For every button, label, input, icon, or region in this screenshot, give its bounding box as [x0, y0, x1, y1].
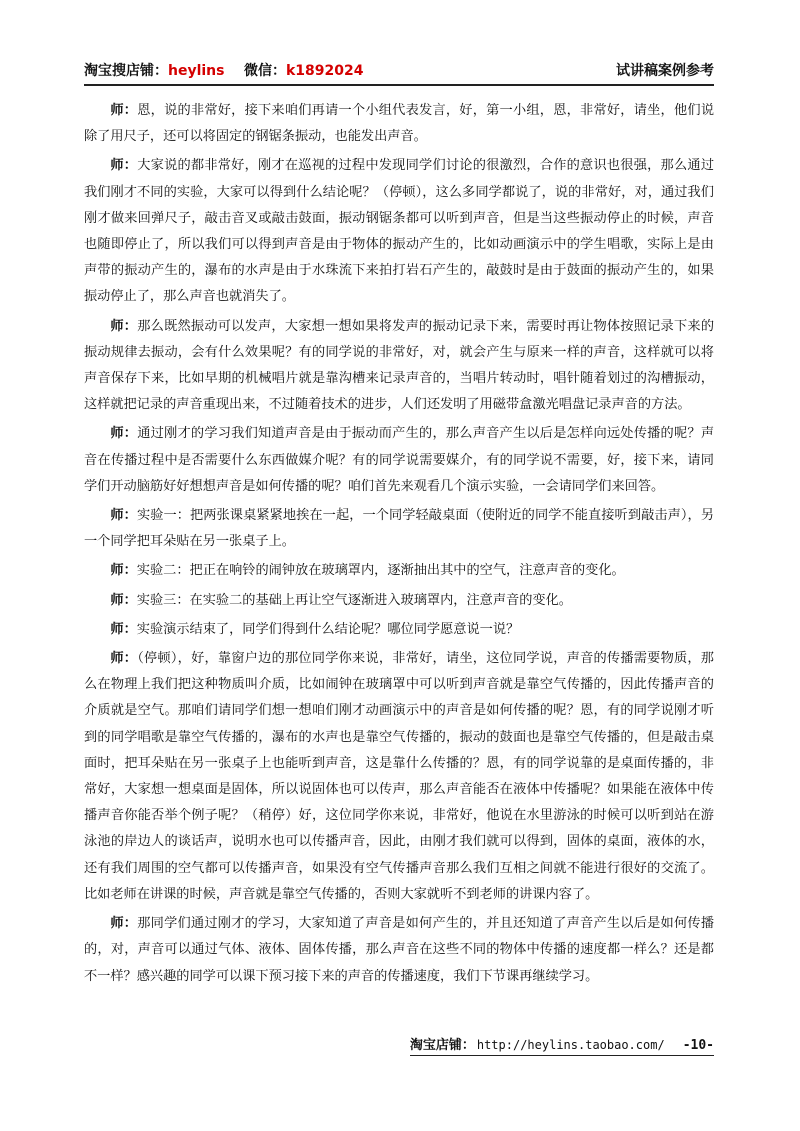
paragraph [84, 153, 714, 310]
paragraph-text: 大家说的都非常好，刚才在巡视的过程中发现同学们讨论的很激烈，合作的意识也很强，那么通过我们刚才不同的实验，大家可以得到什么结论呢？（停顿），这么多同学都说了，说的非常好，对，通过我们刚才做来回弹尺子，敲击音叉或敲击鼓面，振动钢锯条都可以听到声音，但是当这些振动停止的时候，声音也随即停止了，所以我们可以得到声音是由于物体的振动产生的，比如动画演示中的学生唱歌，实际上是由声带的振动产生的，瀑布的水声是由于水珠流下来拍打岩石产生的，敲鼓时是由于鼓面的振动产生的，如果振动停止了，那么声音也就消失了。 [84, 158, 715, 305]
paragraph-text: 实验三：在实验二的基础上再让空气逐渐进入玻璃罩内，注意声音的变化。 [136, 592, 572, 608]
doc-type-label: 试讲稿案例参考 [616, 63, 714, 79]
paragraph-text: 那同学们通过刚才的学习，大家知道了声音是如何产生的，并且还知道了声音产生以后是如何传播的，对，声音可以通过气体、液体、固体传播，那么声音在这些不同的物体中传播的速度都一样么？还是都不一样？感兴趣的同学可以课下预习接下来的声音的传播速度，我们下节课再继续学习。 [84, 916, 715, 984]
speaker-label: 师： [110, 103, 138, 118]
wechat-id: k1892024 [286, 63, 364, 79]
page-header [84, 58, 714, 86]
paragraph-text: 实验一：把两张课桌紧紧地挨在一起，一个同学轻敲桌面（使附近的同学不能直接听到敲击声），另一个同学把耳朵贴在另一张桌子上。 [84, 508, 715, 550]
paragraph-text: 恩，说的非常好，接下来咱们再请一个小组代表发言，好，第一小组，恩，非常好，请坐，他们说除了用尺子，还可以将固定的钢锯条振动，也能发出声音。 [84, 103, 715, 145]
paragraph [84, 617, 714, 643]
shop-label: 淘宝搜店铺： [84, 63, 168, 79]
paragraph [84, 646, 714, 908]
speaker-label: 师： [110, 563, 137, 579]
speaker-label: 师： [110, 318, 138, 334]
speaker-label: 师： [110, 651, 138, 667]
speaker-label: 师： [110, 916, 138, 932]
paragraph-text: 实验二：把正在响铃的闹钟放在玻璃罩内，逐渐抽出其中的空气，注意声音的变化。 [136, 563, 625, 579]
footer-shop-link[interactable]: http://heylins.taobao.com/ [476, 1038, 665, 1052]
page-number: -10- [682, 1038, 714, 1053]
speaker-label: 师： [110, 426, 138, 442]
paragraph-text: 实验演示结束了，同学们得到什么结论呢？哪位同学愿意说一说？ [136, 621, 520, 637]
paragraph [84, 911, 714, 990]
paragraph [84, 98, 714, 150]
paragraph [84, 314, 714, 419]
speaker-label: 师： [110, 592, 137, 608]
header-shop-info [84, 60, 364, 80]
paragraph [84, 503, 714, 555]
speaker-label: 师： [110, 621, 137, 637]
wechat-label: 微信： [244, 63, 286, 79]
paragraph-text: （停顿），好，靠窗户边的那位同学你来说，非常好，请坐，这位同学说，声音的传播需要物质，那么在物理上我们把这种物质叫介质，比如闹钟在玻璃罩中可以听到声音就是靠空气传播的，因此传播声音的介质就是空气。那咱们请同学们想一想咱们刚才动画演示中的声音是如何传播的呢？恩，有的同学说刚才听到的同学唱歌是靠空气传播的，瀑布的水声也是靠空气传播的，振动的鼓面也是靠空气传播的，但是敲击桌面时，把耳朵贴在另一张桌子上也能听到声音，这是靠什么传播的？恩，有的同学说靠的是桌面传播的，非常好，大家想一想桌面是固体，所以说固体也可以传声，那么声音能否在液体中传播呢？如果能在液体中传播声音你能否举个例子呢？（稍停）好，这位同学你来说，非常好，他说在水里游泳的时候可以听到站在游泳池的岸边人的谈话声，说明水也可以传播声音，因此，由刚才我们就可以得到，固体的桌面，液体的水，还有我们周围的空气都可以传播声音，如果没有空气传播声音那么我们互相之间就不能进行很好的交流了。比如老师在讲课的时候，声音就是靠空气传播的，否则大家就听不到老师的讲课内容了。 [84, 651, 714, 902]
speaker-label: 师： [110, 158, 138, 174]
paragraph [84, 588, 714, 614]
paragraph-text: 那么既然振动可以发声，大家想一想如果将发声的振动记录下来，需要时再让物体按照记录下来的振动规律去振动，会有什么效果呢？有的同学说的非常好，对，就会产生与原来一样的声音，这样就可以将声音保存下来，比如早期的机械唱片就是靠沟槽来记录声音的，当唱片转动时，唱针随着划过的沟槽振动，这样就把记录的声音重现出来，不过随着技术的进步，人们还发明了用磁带盒激光唱盘记录声音的方法。 [84, 318, 715, 413]
page-footer [410, 1034, 714, 1056]
paragraph [84, 421, 714, 500]
speaker-label: 师： [110, 508, 137, 524]
footer-shop-label: 淘宝店铺： [409, 1038, 475, 1053]
paragraph-text: 通过刚才的学习我们知道声音是由于振动而产生的，那么声音产生以后是怎样向远处传播的呢？声音在传播过程中是否需要什么东西做媒介呢？有的同学说需要媒介，有的同学说不需要，好，接下来，请同学们开动脑筋好好想想声音是如何传播的呢？咱们首先来观看几个演示实验，一会请同学们来回答。 [84, 426, 715, 494]
paragraph [84, 558, 714, 584]
shop-name: heylins [168, 63, 225, 79]
document-body [84, 98, 714, 993]
